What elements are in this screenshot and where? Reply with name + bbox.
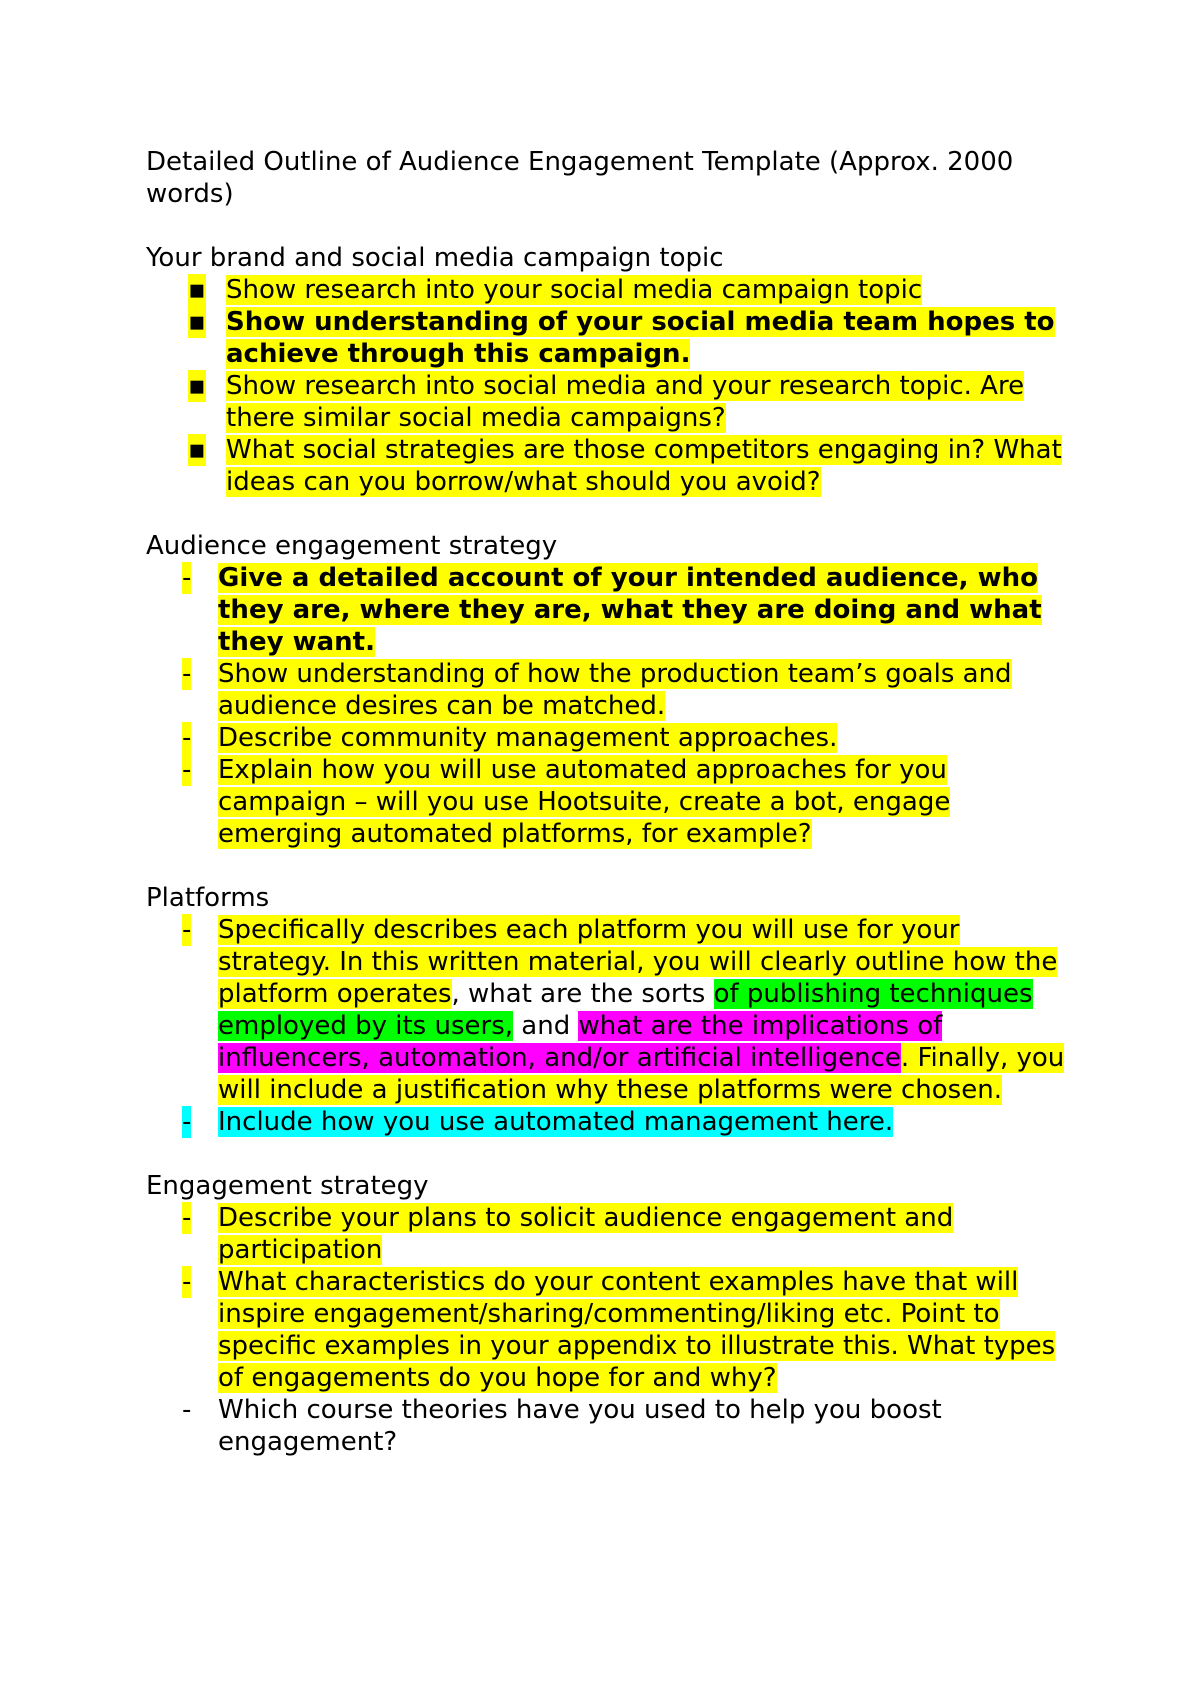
bullet-marker: - (182, 659, 192, 689)
list-item-text: What characteristics do your content examples have that will inspire engagement/sharing/commenting/liking etc. Point to specific examples in your appendix to illustrate this. What types of engagements do you hope for and why? (218, 1267, 1056, 1393)
bullet-marker: - (182, 755, 192, 785)
list-item-text: Which course theories have you used to help you boost engagement? (218, 1395, 942, 1457)
list-item-text: Show understanding of your social media team hopes to achieve through this campaign. (226, 307, 1055, 369)
list-item (146, 1106, 1066, 1138)
section-heading: Platforms (146, 883, 270, 913)
text-segment: you will clearly outline how the platform operates (218, 947, 1058, 1009)
bullet-list (146, 562, 1066, 850)
section-brand-topic (146, 242, 1066, 498)
text-segment: . Finally, you will include a justification why these platforms were chosen. (218, 1043, 1065, 1105)
list-item-text: Give a detailed account of your intended audience, who they are, where they are, what they are doing and what they want. (218, 563, 1042, 657)
list-item (146, 722, 1066, 754)
bullet-list (146, 1202, 1066, 1458)
text-segment: of publishing techniques employed by its users, (218, 979, 1033, 1041)
list-item (146, 434, 1066, 498)
text-segment: Specifically describes each platform you will use for your strategy. In this written material, (218, 915, 960, 977)
bullet-marker: - (182, 1267, 192, 1297)
bullet-list (146, 274, 1066, 498)
text-segment: , what are the sorts (451, 979, 714, 1009)
list-item-text: Show research into your social media campaign topic (226, 275, 923, 305)
list-item (146, 914, 1066, 1106)
document-body (146, 146, 1066, 1490)
document-title: Detailed Outline of Audience Engagement Template (Approx. 2000 words) (146, 147, 1014, 209)
text-segment: what are the implications of influencers, automation, and/or artificial intelligence (218, 1011, 943, 1073)
list-item (146, 658, 1066, 722)
bullet-marker: - (182, 1203, 192, 1233)
bullet-marker: - (182, 723, 192, 753)
list-item (146, 274, 1066, 306)
section-heading: Audience engagement strategy (146, 531, 558, 561)
bullet-marker: - (182, 1107, 192, 1137)
list-item-text: Explain how you will use automated approaches for you campaign – will you use Hootsuite, create a bot, engage emerging automated platforms, for example? (218, 755, 951, 849)
bullet-marker: - (182, 915, 192, 945)
list-item-text: Describe your plans to solicit audience engagement and participation (218, 1203, 954, 1265)
list-item-text: Show research into social media and your research topic. Are there similar social media campaigns? (226, 371, 1025, 433)
list-item (146, 306, 1066, 370)
list-item (146, 370, 1066, 434)
list-item-text: Show understanding of how the production team’s goals and audience desires can be matched. (218, 659, 1012, 721)
list-item-text: Describe community management approaches. (218, 723, 838, 753)
list-item (146, 1202, 1066, 1266)
list-item (146, 1266, 1066, 1394)
section-heading: Your brand and social media campaign topic (146, 243, 724, 273)
list-item-text: Include how you use automated management here. (218, 1107, 894, 1137)
section-heading: Engagement strategy (146, 1171, 429, 1201)
list-item (146, 562, 1066, 658)
bullet-marker: ▪ (188, 307, 206, 337)
bullet-marker: ▪ (188, 435, 206, 465)
list-item-text: What social strategies are those competitors engaging in? What ideas can you borrow/what should you avoid? (226, 435, 1062, 497)
bullet-marker: ▪ (188, 371, 206, 401)
section-audience-engagement (146, 530, 1066, 850)
bullet-list (146, 914, 1066, 1138)
section-engagement-strategy (146, 1170, 1066, 1458)
text-segment: and (513, 1011, 579, 1041)
bullet-marker: - (182, 563, 192, 593)
list-item (146, 754, 1066, 850)
bullet-marker: - (182, 1395, 192, 1425)
list-item (146, 1394, 1066, 1458)
section-platforms (146, 882, 1066, 1138)
bullet-marker: ▪ (188, 275, 206, 305)
